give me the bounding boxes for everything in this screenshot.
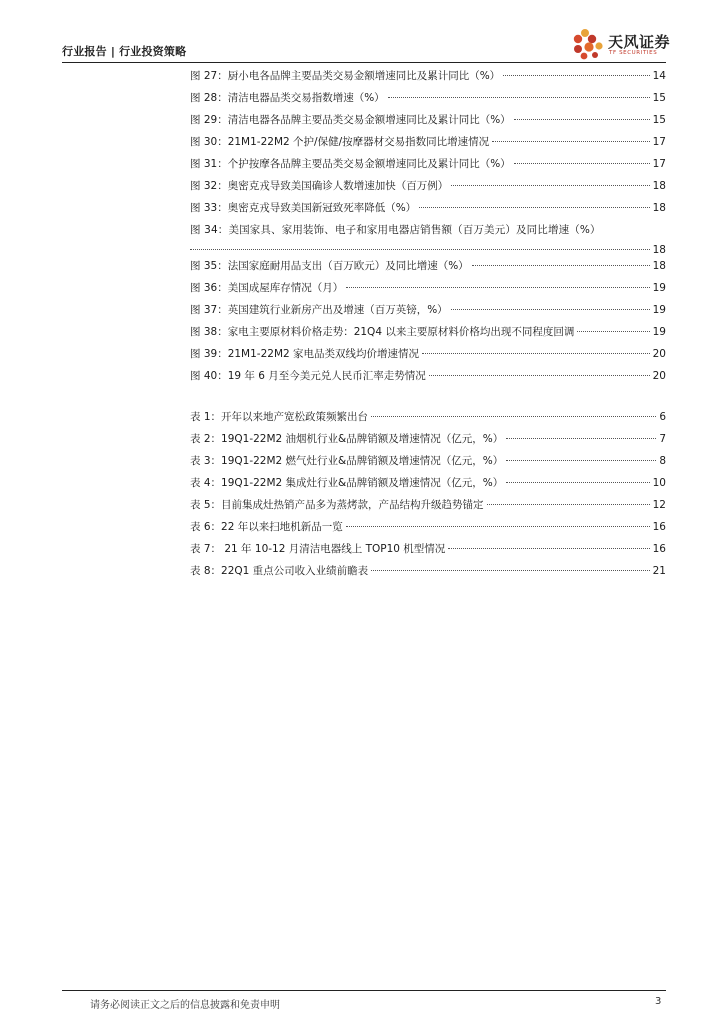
toc-entry-page: 21 xyxy=(652,565,666,577)
dot-leader xyxy=(577,331,649,332)
header-divider xyxy=(62,62,666,63)
dot-leader xyxy=(422,353,650,354)
toc-entry-label: 图 36：美国成屋库存情况（月） xyxy=(190,282,344,294)
dot-leader xyxy=(371,570,649,571)
toc-entry-figure-39[interactable] xyxy=(190,344,666,364)
toc-entry-label: 图 31：个护按摩各品牌主要品类交易金额增速同比及累计同比（%） xyxy=(190,158,511,170)
toc-entry-table-5[interactable] xyxy=(190,495,666,515)
toc-entry-page: 19 xyxy=(652,282,666,294)
page-number: 3 xyxy=(655,996,662,1007)
toc-entry-page: 20 xyxy=(652,370,666,382)
toc-entry-label: 图 39：21M1-22M2 家电品类双线均价增速情况 xyxy=(190,348,420,360)
toc-entry-page: 17 xyxy=(652,158,666,170)
toc-entry-page: 16 xyxy=(652,521,666,533)
toc-entry-page: 20 xyxy=(652,348,666,360)
toc-entry-figure-29[interactable] xyxy=(190,110,666,130)
dot-leader xyxy=(429,375,650,376)
dot-leader xyxy=(472,265,650,266)
dot-leader xyxy=(419,207,649,208)
toc-entry-figure-35[interactable] xyxy=(190,256,666,276)
logo-chinese-name: 天风证券 xyxy=(608,33,671,51)
toc-entry-page: 16 xyxy=(652,543,666,555)
toc-entry-page: 18 xyxy=(652,260,666,272)
toc-entry-figure-27[interactable] xyxy=(190,66,666,86)
toc-entry-label: 图 27：厨小电各品牌主要品类交易金额增速同比及累计同比（%） xyxy=(190,70,501,82)
dot-leader xyxy=(346,526,650,527)
toc-entry-figure-31[interactable] xyxy=(190,154,666,174)
toc-entry-label: 图 34：美国家具、家用装饰、电子和家用电器店销售额（百万美元）及同比增速（%） xyxy=(190,224,601,236)
toc-entry-page: 12 xyxy=(652,499,666,511)
toc-entry-label: 图 30：21M1-22M2 个护/保健/按摩器材交易指数同比增速情况 xyxy=(190,136,490,148)
dot-leader xyxy=(448,548,649,549)
toc-entry-page: 18 xyxy=(652,244,666,256)
toc-entry-figure-34[interactable] xyxy=(190,220,666,260)
toc-entry-figure-37[interactable] xyxy=(190,300,666,320)
toc-entry-page: 18 xyxy=(652,202,666,214)
dot-leader xyxy=(451,185,649,186)
dot-leader xyxy=(492,141,650,142)
dot-leader xyxy=(451,309,650,310)
toc-entry-label: 表 5：目前集成灶热销产品多为蒸烤款，产品结构升级趋势锚定 xyxy=(190,499,484,511)
toc-entry-figure-32[interactable] xyxy=(190,176,666,196)
toc-entry-label: 图 28：清洁电器品类交易指数增速（%） xyxy=(190,92,385,104)
toc-entry-table-8[interactable] xyxy=(190,561,666,581)
toc-entry-label: 图 29：清洁电器各品牌主要品类交易金额增速同比及累计同比（%） xyxy=(190,114,511,126)
dot-leader xyxy=(346,287,649,288)
toc-entry-label: 图 35：法国家庭耐用品支出（百万欧元）及同比增速（%） xyxy=(190,260,469,272)
toc-entry-table-3[interactable] xyxy=(190,451,666,471)
toc-entry-label: 表 8：22Q1 重点公司收入业绩前瞻表 xyxy=(190,565,369,577)
toc-entry-figure-28[interactable] xyxy=(190,88,666,108)
toc-entry-page: 6 xyxy=(659,411,666,423)
header-section-label: 行业报告 | 行业投资策略 xyxy=(62,45,187,58)
dot-leader xyxy=(514,119,650,120)
toc-entry-label: 表 4：19Q1-22M2 集成灶行业&品牌销额及增速情况（亿元，%） xyxy=(190,477,504,489)
dot-leader xyxy=(506,460,656,461)
toc-entry-page: 19 xyxy=(652,326,666,338)
toc-entry-label: 图 37：英国建筑行业新房产出及增速（百万英镑，%） xyxy=(190,304,448,316)
toc-entry-label: 图 33：奥密克戎导致美国新冠致死率降低（%） xyxy=(190,202,417,214)
dot-leader xyxy=(506,438,656,439)
toc-entry-page: 8 xyxy=(659,455,666,467)
toc-entry-page: 14 xyxy=(652,70,666,82)
toc-entry-page: 17 xyxy=(652,136,666,148)
dot-leader xyxy=(190,249,650,250)
toc-entry-page: 10 xyxy=(652,477,666,489)
toc-entry-table-4[interactable] xyxy=(190,473,666,493)
toc-entry-figure-40[interactable] xyxy=(190,366,666,386)
toc-entry-label: 表 2：19Q1-22M2 油烟机行业&品牌销额及增速情况（亿元，%） xyxy=(190,433,504,445)
logo-english-name: TF SECURITIES xyxy=(609,50,658,56)
toc-entry-label: 表 3：19Q1-22M2 燃气灶行业&品牌销额及增速情况（亿元，%） xyxy=(190,455,504,467)
toc-entry-page: 15 xyxy=(652,114,666,126)
flower-logo-icon xyxy=(572,28,606,60)
toc-entry-figure-33[interactable] xyxy=(190,198,666,218)
dot-leader xyxy=(506,482,649,483)
dot-leader xyxy=(503,75,649,76)
toc-entry-table-2[interactable] xyxy=(190,429,666,449)
company-logo xyxy=(572,28,672,60)
toc-entry-label: 表 1：开年以来地产宽松政策频繁出台 xyxy=(190,411,369,423)
toc-entry-table-6[interactable] xyxy=(190,517,666,537)
dot-leader xyxy=(487,504,650,505)
toc-entry-figure-30[interactable] xyxy=(190,132,666,152)
footer-disclaimer: 请务必阅读正文之后的信息披露和免责申明 xyxy=(90,1000,280,1011)
toc-entry-page: 15 xyxy=(652,92,666,104)
toc-entry-label: 图 32：奥密克戎导致美国确诊人数增速加快（百万例） xyxy=(190,180,449,192)
toc-entry-page: 7 xyxy=(659,433,666,445)
toc-entry-label: 图 40：19 年 6 月至今美元兑人民币汇率走势情况 xyxy=(190,370,426,382)
footer-divider xyxy=(62,990,666,991)
toc-entry-label: 表 6：22 年以来扫地机新品一览 xyxy=(190,521,343,533)
dot-leader xyxy=(388,97,650,98)
toc-entry-table-7[interactable] xyxy=(190,539,666,559)
dot-leader xyxy=(371,416,656,417)
toc-entry-table-1[interactable] xyxy=(190,407,666,427)
toc-entry-page: 18 xyxy=(652,180,666,192)
toc-entry-page: 19 xyxy=(652,304,666,316)
toc-entry-label: 表 7： 21 年 10-12 月清洁电器线上 TOP10 机型情况 xyxy=(190,543,446,555)
toc-entry-label: 图 38：家电主要原材料价格走势：21Q4 以来主要原材料价格均出现不同程度回调 xyxy=(190,326,575,338)
toc-entry-figure-38[interactable] xyxy=(190,322,666,342)
dot-leader xyxy=(514,163,650,164)
toc-entry-figure-36[interactable] xyxy=(190,278,666,298)
